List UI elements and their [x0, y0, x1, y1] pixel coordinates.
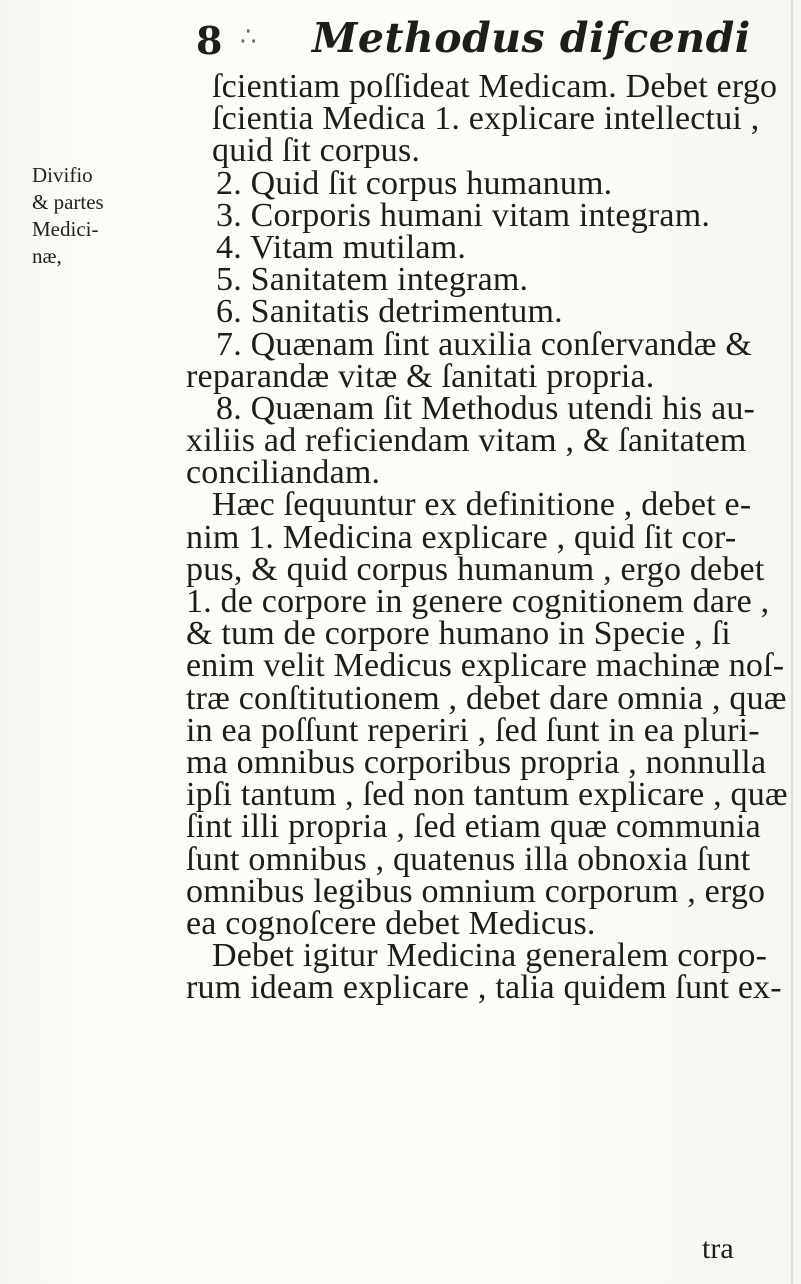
header-ornament: ∴ [240, 22, 257, 52]
catchword: tra [702, 1232, 734, 1265]
list-item: 5. Sanitatem integram. [216, 261, 529, 299]
margin-note-line: Divifio [32, 163, 93, 187]
text-line: quid ſit corpus. [212, 132, 421, 170]
margin-note-line: næ, [32, 244, 62, 268]
text-line: ipſi tantum , ſed non tantum explicare , quæ [186, 776, 788, 814]
list-item: 6. Sanitatis detrimentum. [216, 293, 563, 331]
running-head: Methodus difcendi [312, 14, 751, 62]
text-line: træ conſtitutionem , debet dare omnia , quæ [186, 679, 787, 717]
margin-note [32, 162, 102, 270]
body-text [186, 68, 788, 1007]
text-line: ſunt omnibus , quatenus illa obnoxia ſunt [186, 840, 751, 878]
text-line: xiliis ad reficiendam vitam , & ſanitatem [186, 422, 747, 460]
paragraph-start: Hæc ſequuntur ex definitione , debet e- [212, 486, 752, 524]
text-line: & tum de corpore humano in Specie , ſi [186, 615, 731, 653]
text-line: ſint illi propria , ſed etiam quæ communia [186, 808, 761, 846]
list-item: 4. Vitam mutilam. [216, 228, 467, 266]
list-item: 3. Corporis humani vitam integram. [216, 196, 711, 234]
text-line: ma omnibus corporibus propria , nonnulla [186, 743, 767, 781]
text-line: 1. de corpore in genere cognitionem dare , [186, 583, 770, 620]
list-item: 8. Quænam ſit Methodus utendi his au- [216, 389, 756, 427]
page-edge [791, 0, 793, 1284]
text-line: pus, & quid corpus humanum , ergo debet [186, 550, 765, 588]
text-line: rum ideam explicare , talia quidem ſunt ex- [186, 969, 782, 1007]
text-line: enim velit Medicus explicare machinæ noſ- [186, 647, 785, 685]
text-line: in ea poſſunt reperiri , ſed ſunt in ea pluri- [186, 711, 760, 749]
margin-note-line: Medici- [32, 217, 99, 241]
text-line: ea cognoſcere debet Medicus. [186, 904, 596, 942]
text-line: ſcientia Medica 1. explicare intellectui , [212, 100, 760, 138]
margin-note-line: & partes [32, 190, 104, 214]
list-item: 2. Quid ſit corpus humanum. [216, 164, 613, 202]
page-number: 8 [196, 18, 223, 63]
text-line: conciliandam. [186, 454, 381, 492]
text-line: nim 1. Medicina explicare , quid ſit cor- [186, 518, 737, 556]
page-header [0, 0, 801, 70]
text-line: ſcientiam poſſideat Medicam. Debet ergo [212, 68, 778, 105]
text-line: omnibus legibus omnium corporum , ergo [186, 872, 766, 910]
paragraph-start: Debet igitur Medicina generalem corpo- [212, 937, 768, 975]
text-line: reparandæ vitæ & ſanitati propria. [186, 357, 655, 395]
list-item: 7. Quænam ſint auxilia conſervandæ & [216, 325, 752, 363]
